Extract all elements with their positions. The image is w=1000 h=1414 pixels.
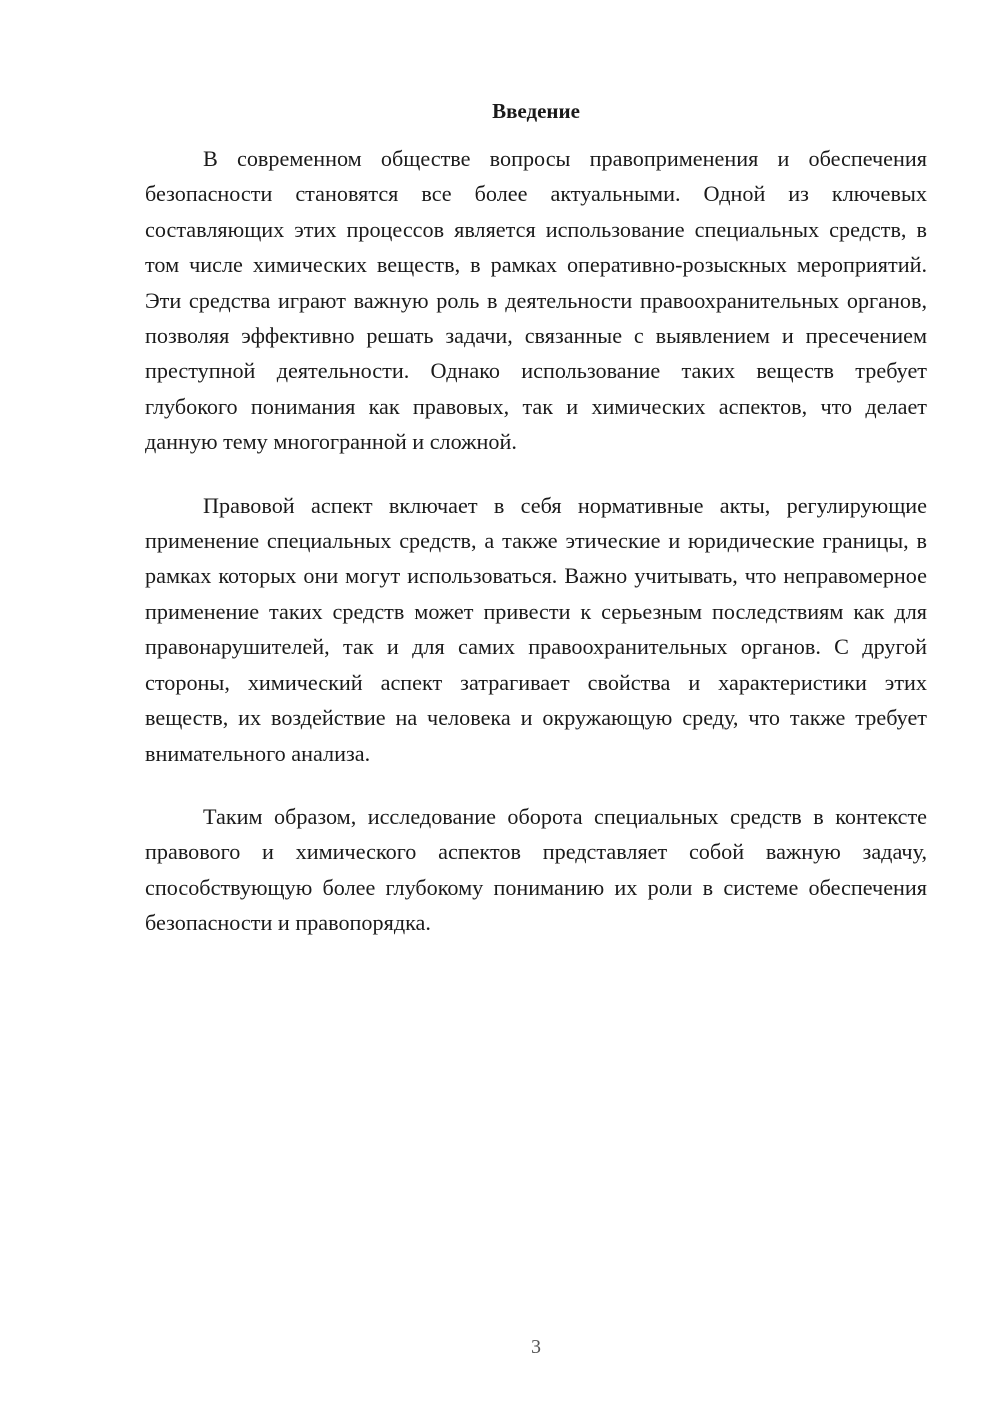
body-text <box>145 141 927 969</box>
paragraph-3: Таким образом, исследование оборота специальных средств в контексте правового и химического аспектов представляет собой важную задачу, способствующую более глубокому пониманию их роли в системе обеспечения безопасности и правопорядка. <box>145 803 927 936</box>
section-title: Введение <box>492 99 580 123</box>
page-number: 3 <box>531 1336 541 1358</box>
paragraph-2: Правовой аспект включает в себя нормативные акты, регулирующие применение специальных средств, а также этические и юридические границы, в рамках которых они могут использоваться. Важно учитывать, что неправомерное применение таких средств может привести к серьезным последствиям как для правонарушителей, так и для самих правоохранительных органов. С другой стороны, химический аспект затрагивает свойства и характеристики этих веществ, их воздействие на человека и окружающую среду, что также требует внимательного анализа. <box>145 492 927 766</box>
paragraph-1: В современном обществе вопросы правоприменения и обеспечения безопасности становятся все более актуальными. Одной из ключевых составляющих этих процессов является использование специальных средств, в том числе химических веществ, в рамках оперативно-розыскных мероприятий. Эти средства играют важную роль в деятельности правоохранительных органов, позволяя эффективно решать задачи, связанные с выявлением и пресечением преступной деятельности. Однако использование таких веществ требует глубокого понимания как правовых, так и химических аспектов, что делает данную тему многогранной и сложной. <box>145 146 927 455</box>
